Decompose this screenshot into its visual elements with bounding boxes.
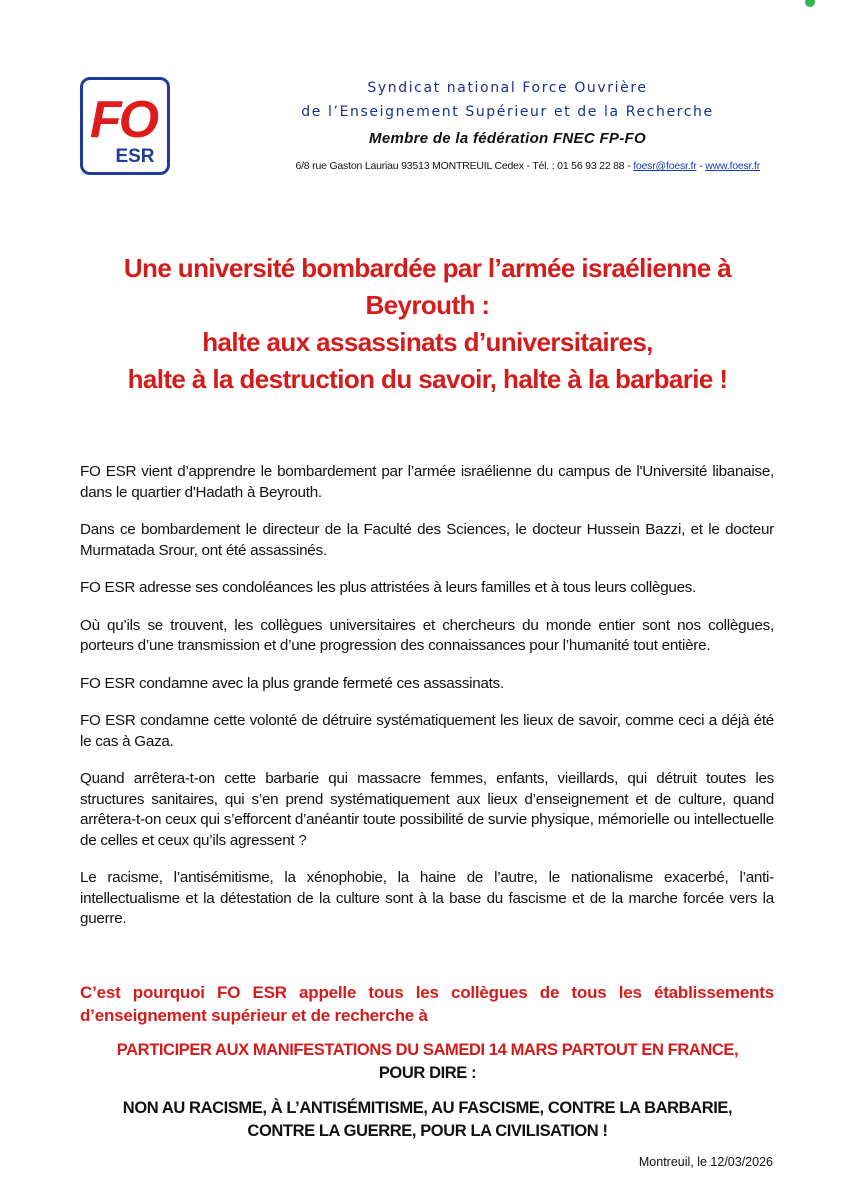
- website-link[interactable]: www.foesr.fr: [705, 160, 760, 172]
- paragraph: Où qu’ils se trouvent, les collègues universitaires et chercheurs du monde entier sont nos collègues, porteurs d’une transmission et d’une progression des connaissances pour l’humanité tout entière.: [80, 616, 774, 654]
- federation-membership: Membre de la fédération FNEC FP-FO: [369, 130, 646, 147]
- say-line: POUR DIRE :: [378, 1064, 477, 1082]
- paragraph: Dans ce bombardement le directeur de la Faculté des Sciences, le docteur Hussein Bazzi, et le docteur Murmatada Srour, ont été assassinés.: [80, 521, 774, 559]
- paragraph: FO ESR condamne avec la plus grande fermeté ces assassinats.: [80, 674, 504, 692]
- org-name-line1: Syndicat national Force Ouvrière: [367, 80, 648, 96]
- email-link[interactable]: foesr@foesr.fr: [633, 160, 697, 172]
- postal-address: 6/8 rue Gaston Lauriau 93513 MONTREUIL Cedex - Tél. : 01 56 93 22 88 -: [295, 160, 634, 172]
- contact-address: [200, 160, 760, 172]
- paragraph: FO ESR adresse ses condoléances les plus attristées à leurs familles et à tous leurs collègues.: [80, 579, 697, 596]
- title-line-4: halte à la destruction du savoir, halte à la barbarie !: [127, 364, 728, 394]
- paragraph: FO ESR vient d’apprendre le bombardement par l’armée israélienne du campus de l'Université libanaise, dans le quartier d'Hadath à Beyrouth.: [80, 463, 774, 501]
- paragraph: Quand arrêtera-t-on cette barbarie qui massacre femmes, enfants, vieillards, qui détruit toutes les structures sanitaires, qui s’en prend systématiquement aux lieux d’enseignement et de culture, quand arrêtera-t-on ceux qui s’efforcent d’anéantir toute possibilité de survie physique, mémorielle ou intellectuelle de celles et ceux qu’ils agressent ?: [80, 770, 774, 849]
- article-body: [80, 462, 774, 947]
- participate-line: PARTICIPER AUX MANIFESTATIONS DU SAMEDI 14 MARS PARTOUT EN FRANCE,: [116, 1041, 739, 1059]
- page-title: [70, 250, 785, 398]
- slogan-line-2: CONTRE LA GUERRE, POUR LA CIVILISATION !: [247, 1122, 608, 1140]
- address-separator: -: [696, 160, 706, 172]
- paragraph: Le racisme, l’antisémitisme, la xénophobie, la haine de l’autre, le nationalisme exacerbé, l’anti-intellectualisme et la détestation de la culture sont à la base du fascisme et de la marche forcée vers la guerre.: [80, 869, 774, 927]
- org-name-line2: de l’Enseignement Supérieur et de la Recherche: [301, 104, 714, 120]
- date-line: Montreuil, le 12/03/2026: [638, 1155, 773, 1169]
- logo-main-text: FO: [89, 91, 157, 149]
- fo-esr-logo: [80, 77, 170, 175]
- status-indicator-icon: [805, 0, 815, 7]
- slogan-line-1: NON AU RACISME, À L’ANTISÉMITISME, AU FASCISME, CONTRE LA BARBARIE,: [122, 1099, 733, 1117]
- title-line-1: Une université bombardée par l’armée israélienne à: [123, 253, 732, 283]
- call-to-action: C’est pourquoi FO ESR appelle tous les collègues de tous les établissements d’enseignement supérieur et de recherche à: [80, 983, 774, 1025]
- logo-sub-text: ESR: [115, 146, 155, 167]
- title-line-2: Beyrouth :: [365, 290, 490, 320]
- title-line-3: halte aux assassinats d’universitaires,: [202, 327, 653, 357]
- paragraph: FO ESR condamne cette volonté de détruire systématiquement les lieux de savoir, comme ceci a déjà été le cas à Gaza.: [80, 712, 774, 750]
